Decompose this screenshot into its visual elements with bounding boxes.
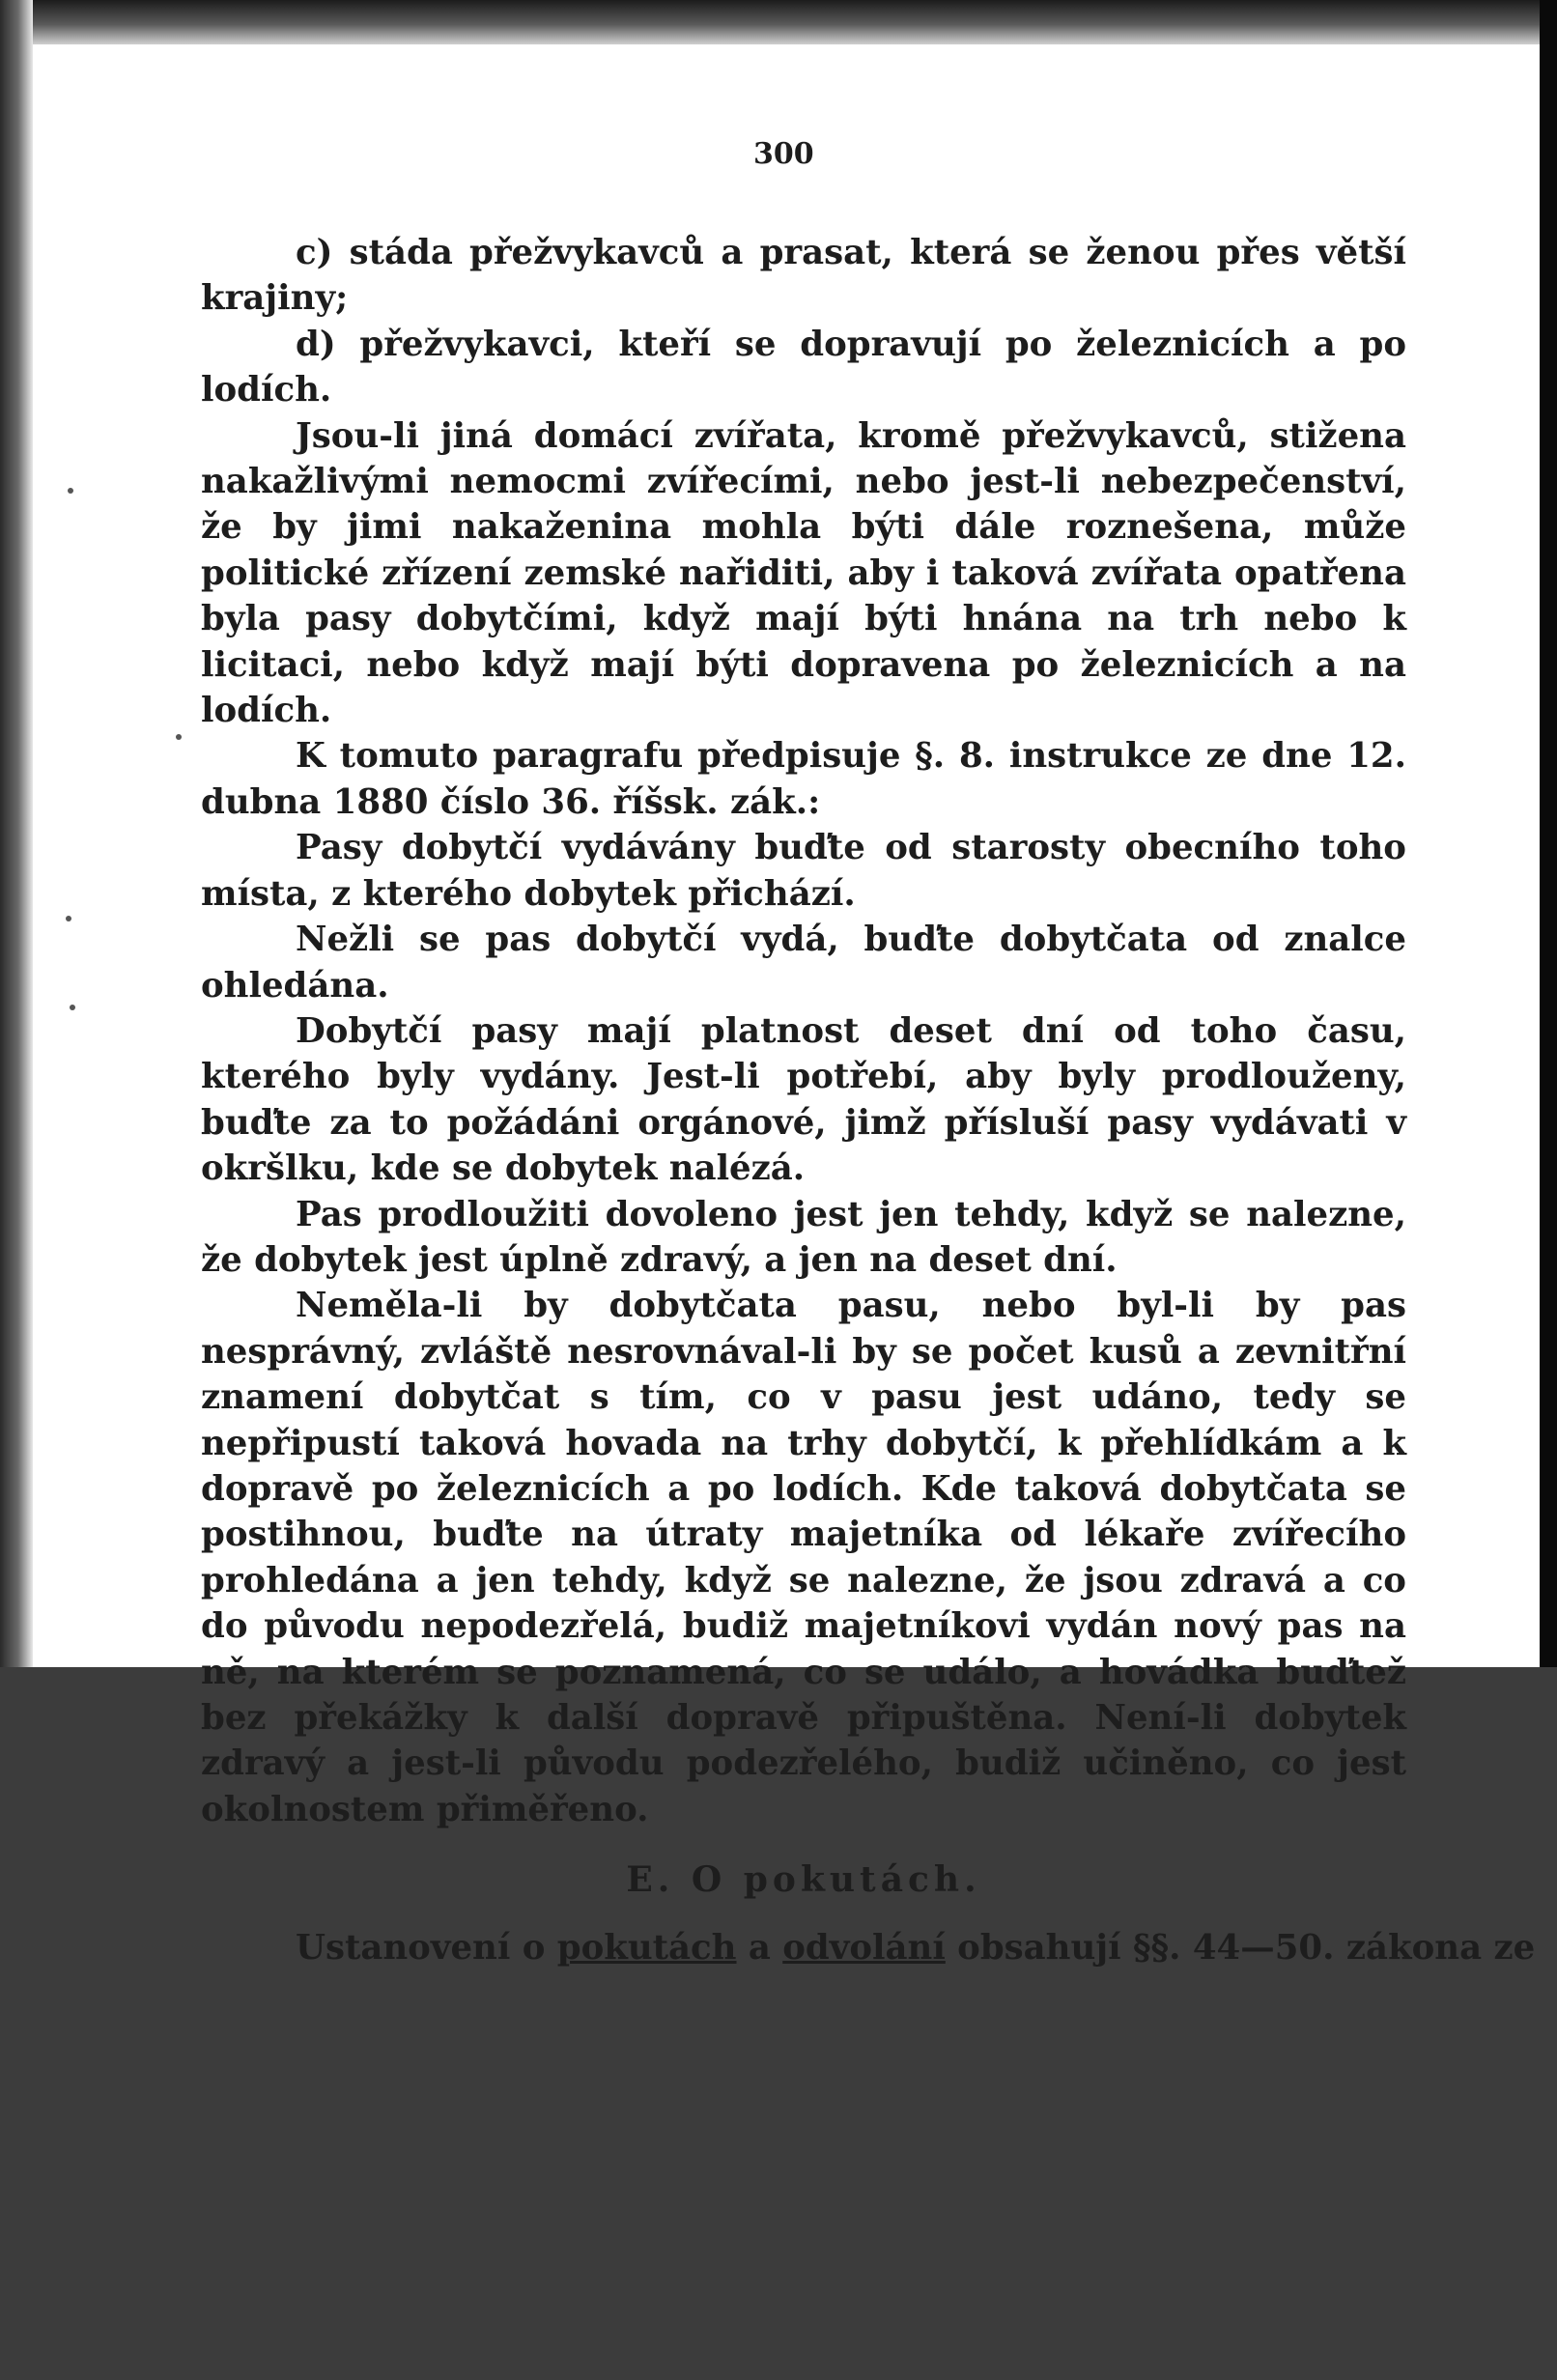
scan-speck — [176, 734, 182, 740]
paragraph: c) stáda přežvykavců a prasat, která se ženou přes větší krajiny; — [201, 233, 1406, 319]
paragraph: Dobytčí pasy mají platnost deset dní od toho času, kterého byly vydány. Jest-li potřebí, aby byly prodlouženy, buďte za to požádáni orgánové, jimž přísluší pasy vydávati v okršlku, kde se dobytek nalézá. — [201, 1010, 1406, 1189]
last-line-after: obsahují §§. 44—50. zákona ze — [945, 1927, 1536, 1968]
paragraph: K tomuto paragrafu předpisuje §. 8. instrukce ze dne 12. dubna 1880 číslo 36. říšsk. zák.: — [201, 736, 1406, 822]
page-number: 300 — [753, 137, 814, 171]
paragraph: Jsou-li jiná domácí zvířata, kromě přežvykavců, stižena nakažlivými nemocmi zvířecími, nebo jest-li nebezpečenství, že by jimi nakaženina mohla býti dále roznešena, může politické zřízení zemské nařiditi, aby i taková zvířata opatřena byla pasy dobytčími, když mají býti hnána na trh nebo k licitaci, nebo když mají býti dopravena po železnicích a na lodích. — [201, 415, 1406, 731]
paragraph: Nežli se pas dobytčí vydá, buďte dobytčata od znalce ohledána. — [201, 920, 1406, 1006]
scan-edge-top — [0, 0, 1557, 44]
paragraph: Pas prodloužiti dovoleno jest jen tehdy, když se nalezne, že dobytek jest úplně zdravý, a jen na deset dní. — [201, 1194, 1406, 1280]
paragraph: Pasy dobytčí vydávány buďte od starosty obecního toho místa, z kterého dobytek přichází. — [201, 828, 1406, 914]
paragraph: Neměla-li by dobytčata pasu, nebo byl-li by pas nesprávný, zvláště nesrovnával-li by se počet kusů a zevnitřní znamení dobytčat s tím, co v pasu jest udáno, tedy se nepřipustí taková hovada na trhy dobytčí, k přehlídkám a k dopravě po železnicích a po lodích. Kde taková dobytčata se postihnou, buďte na útraty majetníka od lékaře zvířecího prohledána a jen tehdy, když se nalezne, že jsou zdravá a co do původu nepodezřelá, budiž majetníkovi vydán nový pas na ně, na kterém se poznamená, co se událo, a hovádka buďtež bez překážky k další dopravě připuštěna. Není-li dobytek zdravý a jest-li původu podezřelého, budiž učiněno, co jest okolnostem přiměřeno. — [201, 1286, 1406, 1829]
section-heading: E. O pokutách. — [626, 1859, 981, 1901]
body-text — [201, 230, 1536, 1970]
last-line-partial — [201, 1925, 1536, 1970]
scan-edge-left — [0, 0, 33, 1667]
scan-speck — [70, 1005, 75, 1010]
last-line-mid: a — [736, 1927, 783, 1968]
scan-speck — [66, 916, 71, 921]
last-line-before: Ustanovení o — [296, 1927, 557, 1968]
last-line-term-odvolani: odvolání — [782, 1927, 946, 1968]
scan-edge-right — [1540, 0, 1557, 1667]
scan-speck — [68, 488, 73, 494]
paragraph: d) přežvykavci, kteří se dopravují po železnicích a po lodích. — [201, 324, 1406, 411]
last-line-term-pokutach: pokutách — [556, 1927, 737, 1968]
